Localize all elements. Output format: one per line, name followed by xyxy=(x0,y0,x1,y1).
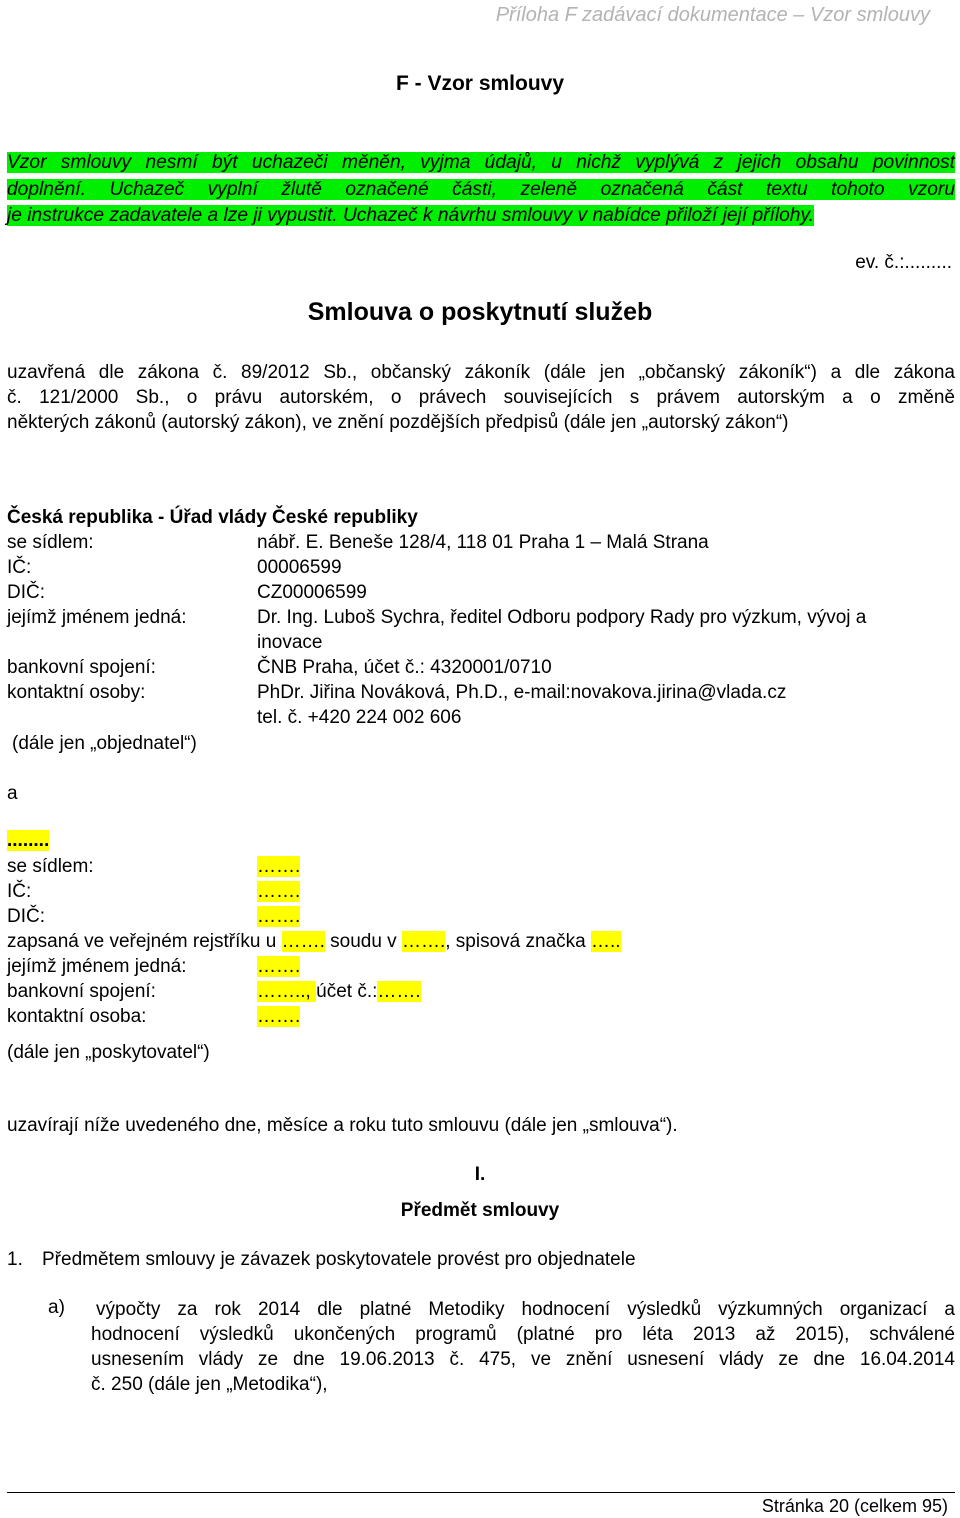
client-value: 00006599 xyxy=(257,557,342,578)
client-label: se sídlem: xyxy=(7,532,94,553)
client-value: ČNB Praha, účet č.: 4320001/0710 xyxy=(257,657,552,678)
provider-value: ……. xyxy=(257,1006,301,1027)
footer-divider xyxy=(7,1492,955,1493)
item-label: a) xyxy=(48,1297,65,1318)
provider-value: ……. xyxy=(257,956,301,977)
instruction-line: je instrukce zadavatele a lze ji vypustit. Uchazeč k návrhu smlouvy v nabídce přiloží její přílohy. xyxy=(7,205,814,226)
client-label: bankovní spojení: xyxy=(7,657,156,678)
provider-value: ……. xyxy=(257,881,301,902)
client-label: kontaktní osoby: xyxy=(7,682,146,703)
provider-label: IČ: xyxy=(7,881,32,902)
provider-value: …….., účet č.:……. xyxy=(257,981,421,1002)
evidence-number: ev. č.:......... xyxy=(855,252,952,273)
and-word: a xyxy=(7,783,18,804)
client-label: IČ: xyxy=(7,557,32,578)
client-value: tel. č. +420 224 002 606 xyxy=(257,707,462,728)
header-note: Příloha F zadávací dokumentace – Vzor smlouvy xyxy=(495,4,930,26)
provider-label: jejímž jménem jedná: xyxy=(7,956,187,977)
instruction-line: doplnění. Uchazeč vyplní žlutě označené části, zeleně označená část textu tohoto vzoru xyxy=(7,178,955,200)
provider-name: ........ xyxy=(7,830,50,851)
clause-number: 1. xyxy=(7,1249,23,1270)
client-name: Česká republika - Úřad vlády České republiky xyxy=(7,507,418,528)
client-value: nábř. E. Beneše 128/4, 118 01 Praha 1 – Malá Strana xyxy=(257,532,709,553)
section-number: I. xyxy=(474,1164,486,1185)
client-value: Dr. Ing. Luboš Sychra, ředitel Odboru podpory Rady pro výzkum, vývoj a xyxy=(257,607,867,628)
instruction-block xyxy=(7,150,955,230)
provider-label: DIČ: xyxy=(7,906,45,927)
provider-label: se sídlem: xyxy=(7,856,94,877)
client-value: inovace xyxy=(257,632,323,653)
provider-value: ……. xyxy=(257,856,301,877)
client-alias: (dále jen „objednatel“) xyxy=(12,733,197,754)
provider-alias: (dále jen „poskytovatel“) xyxy=(7,1042,210,1063)
legal-basis: uzavřená dle zákona č. 89/2012 Sb., občanský zákoník (dále jen „občanský zákoník“) a dle zákona č. 121/2000 Sb., o právu autorském, o právech souvisejících s právem autorským a o změně některých zákonů (autorský zákon), ve znění pozdějších předpisů (dále jen „autorský zákon“) xyxy=(7,362,955,433)
page-number: Stránka 20 (celkem 95) xyxy=(761,1496,948,1516)
clause-text: Předmětem smlouvy je závazek poskytovatele provést pro objednatele xyxy=(42,1249,636,1270)
page-title: F - Vzor smlouvy xyxy=(395,72,565,95)
provider-value: ……. xyxy=(257,906,301,927)
client-label: DIČ: xyxy=(7,582,45,603)
provider-label: kontaktní osoba: xyxy=(7,1006,147,1027)
item-text: výpočty za rok 2014 dle platné Metodiky hodnocení výsledků výzkumných organizací a hodnocení výsledků ukončených programů (platné pro léta 2013 až 2015), schválené usnesením vlády ze dne 19.06.2013 č. 475, ve znění usnesení vlády ze dne 16.04.2014 č. 250 (dále jen „Metodika“), xyxy=(91,1299,955,1395)
client-value: PhDr. Jiřina Nováková, Ph.D., e-mail:novakova.jirina@vlada.cz xyxy=(257,682,787,703)
provider-label: bankovní spojení: xyxy=(7,981,156,1002)
instruction-line: Vzor smlouvy nesmí být uchazeči měněn, vyjma údajů, u nichž vyplývá z jejich obsahu povinnost xyxy=(7,152,955,173)
section-title: Předmět smlouvy xyxy=(400,1200,560,1221)
provider-register: zapsaná ve veřejném rejstříku u ……. soudu v ……., spisová značka ….. xyxy=(7,931,621,952)
closing-text: uzavírají níže uvedeného dne, měsíce a roku tuto smlouvu (dále jen „smlouva“). xyxy=(7,1115,678,1136)
client-value: CZ00006599 xyxy=(257,582,367,603)
contract-title: Smlouva o poskytnutí služeb xyxy=(307,298,653,326)
client-label: jejímž jménem jedná: xyxy=(7,607,187,628)
